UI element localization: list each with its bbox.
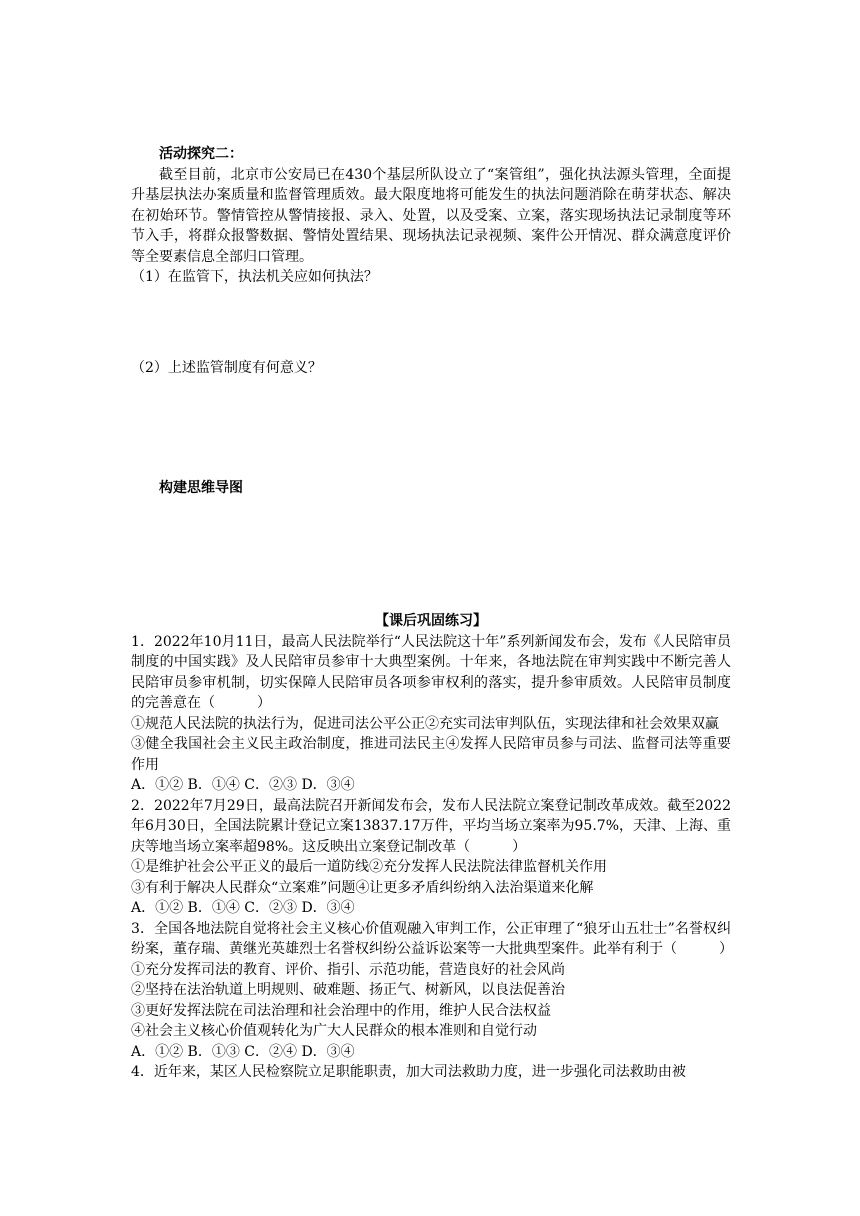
question-2-option-line-1: ①是维护社会公平正义的最后一道防线②充分发挥人民法院法律监督机关作用 (131, 859, 607, 875)
question-1-option-line-1: ①规范人民法院的执法行为，促进司法公平公正②充实司法审判队伍，实现法律和社会效果双赢 (131, 715, 719, 732)
question-1 (131, 632, 731, 796)
activity-question-2: （2）上述监管制度有何意义？ (131, 360, 322, 376)
question-3-option-3: ③更好发挥法院在司法治理和社会治理中的作用，维护人民合法权益 (131, 1002, 551, 1019)
activity-question-1: （1）在监管下，执法机关应如何执法？ (131, 269, 378, 285)
question-1-option-line-2: ③健全我国社会主义民主政治制度，推进司法民主④发挥人民陪审员参与司法、监督司法等重要作用 (131, 736, 731, 773)
question-3-choices: A．①② B．①③ C．②④ D．③④ (131, 1043, 355, 1060)
question-3-option-2: ②坚持在法治轨道上明规则、破难题、扬正气、树新风，以良法促善治 (131, 982, 565, 998)
question-3 (131, 919, 731, 1063)
question-2 (131, 796, 731, 919)
question-2-option-line-2: ③有利于解决人民群众“立案难”问题④让更多矛盾纠纷纳入法治渠道来化解 (131, 879, 594, 896)
activity-paragraph: 截至目前，北京市公安局已在430个基层所队设立了“案管组”，强化执法源头管理，全面提升基层执法办案质量和监督管理质效。最大限度地将可能发生的执法问题消除在萌芽状态、解决在初始环节。警情管控从警情接报、录入、处置，以及受案、立案，落实现场执法记录制度等环节入手，将群众报警数据、警情处置结果、现场执法记录视频、案件公开情况、群众满意度评价等全要素信息全部归口管理。 (131, 166, 731, 265)
activity-heading: 活动探究二： (159, 146, 243, 162)
question-3-stem: 3．全国各地法院自觉将社会主义核心价值观融入审判工作，公正审理了“狼牙山五壮士”名誉权纠纷案，董存瑞、黄继光英雄烈士名誉权纠纷公益诉讼案等一大批典型案件。此举有利于（ ） (131, 920, 733, 957)
activity-question-2-block (131, 358, 731, 379)
question-3-option-1: ①充分发挥司法的教育、评价、指引、示范功能，营造良好的社会风尚 (131, 961, 565, 978)
question-1-stem: 1．2022年10月11日，最高人民法院举行“人民法院这十年”系列新闻发布会，发布《人民陪审员制度的中国实践》及人民陪审员参审十大典型案例。十年来，各地法院在审判实践中不断完善人民陪审员参审机制，切实保障人民陪审员各项参审权利的落实，提升参审质效。人民陪审员制度的完善意在（ ） (131, 633, 731, 711)
mindmap-section (131, 478, 731, 499)
question-3-option-4: ④社会主义核心价值观转化为广大人民群众的根本准则和自觉行动 (131, 1023, 537, 1039)
practice-heading: 【课后巩固练习】 (375, 613, 487, 629)
question-4-stem: 4．近年来，某区人民检察院立足职能职责，加大司法救助力度，进一步强化司法救助由被 (131, 1064, 686, 1080)
question-1-choices: A．①② B．①④ C．②③ D．③④ (131, 777, 355, 793)
activity-section (131, 144, 731, 288)
question-2-choices: A．①② B．①④ C．②③ D．③④ (131, 900, 355, 916)
question-4 (131, 1062, 731, 1083)
practice-section (131, 611, 731, 1083)
mindmap-heading: 构建思维导图 (159, 480, 243, 496)
question-2-stem: 2．2022年7月29日，最高法院召开新闻发布会，发布人民法院立案登记制改革成效。截至2022年6月30日，全国法院累计登记立案13837.17万件，平均当场立案率为95.7%，天津、上海、重庆等地当场立案率超98%。这反映出立案登记制改革（ ） (131, 797, 731, 855)
